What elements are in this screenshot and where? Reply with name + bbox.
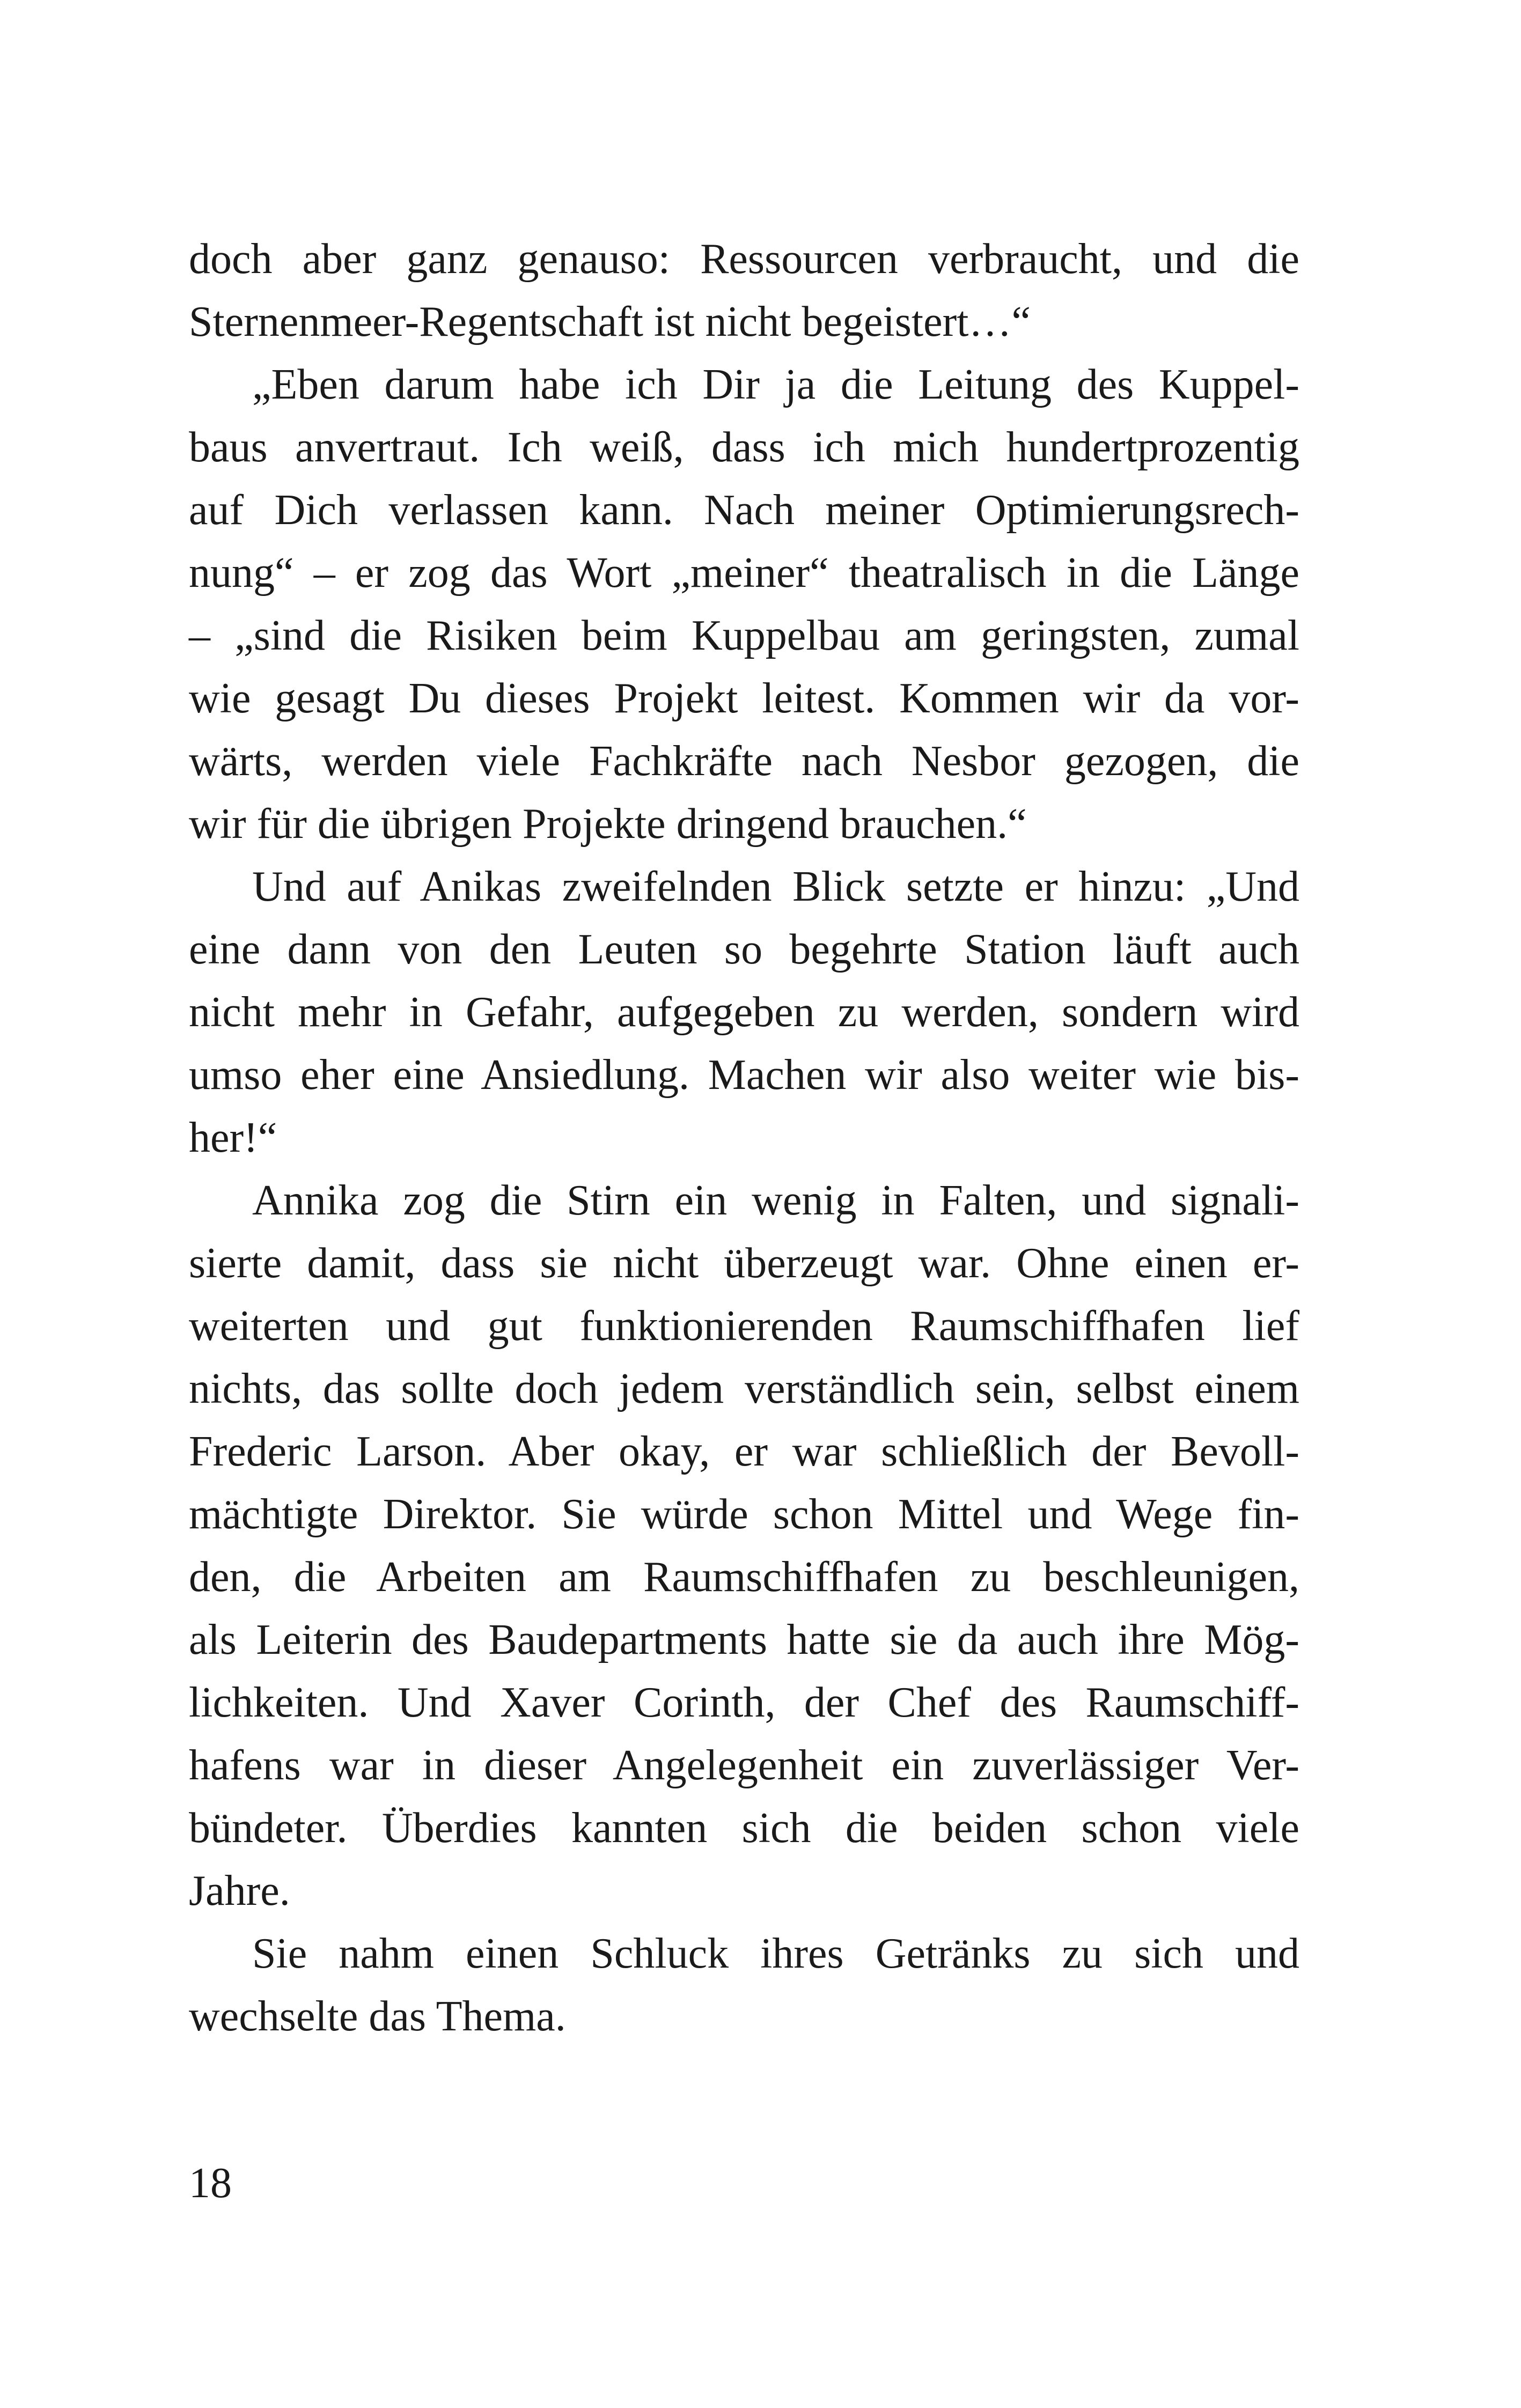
text-line: Annika zog die Stirn ein wenig in Falten, und signali- — [252, 1177, 1299, 1224]
text-line: doch aber ganz genauso: Ressourcen verbraucht, und die — [189, 235, 1299, 283]
text-line: wärts, werden viele Fachkräfte nach Nesbor gezogen, die — [189, 738, 1299, 785]
text-line: Jahre. — [189, 1867, 290, 1914]
text-line: wir für die übrigen Projekte dringend brauchen.“ — [189, 800, 1027, 848]
text-line: Sternenmeer-Regentschaft ist nicht begeistert…“ — [189, 298, 1031, 345]
text-line: mächtigte Direktor. Sie würde schon Mittel und Wege fin- — [189, 1491, 1299, 1538]
text-line: wie gesagt Du dieses Projekt leitest. Kommen wir da vor- — [189, 675, 1299, 722]
text-line: nung“ – er zog das Wort „meiner“ theatralisch in die Länge — [189, 549, 1299, 597]
text-line: umso eher eine Ansiedlung. Machen wir also weiter wie bis- — [189, 1051, 1299, 1099]
text-line: baus anvertraut. Ich weiß, dass ich mich hundertprozentig — [189, 424, 1299, 471]
text-line: eine dann von den Leuten so begehrte Station läuft auch — [189, 926, 1299, 973]
text-line: nichts, das sollte doch jedem verständlich sein, selbst einem — [189, 1365, 1299, 1412]
text-line: weiterten und gut funktionierenden Raumschiffhafen lief — [189, 1302, 1299, 1350]
text-line: hafens war in dieser Angelegenheit ein zuverlässiger Ver- — [189, 1742, 1299, 1789]
text-line: wechselte das Thema. — [189, 1993, 566, 2040]
text-line: – „sind die Risiken beim Kuppelbau am geringsten, zumal — [189, 612, 1299, 659]
text-line: Frederic Larson. Aber okay, er war schließlich der Bevoll- — [189, 1428, 1299, 1475]
text-line: Sie nahm einen Schluck ihres Getränks zu sich und — [252, 1930, 1299, 1977]
text-line: bündeter. Überdies kannten sich die beiden schon viele — [189, 1805, 1299, 1852]
body-text — [189, 228, 1299, 2048]
text-line: nicht mehr in Gefahr, aufgegeben zu werden, sondern wird — [189, 989, 1299, 1036]
text-line: als Leiterin des Baudepartments hatte sie da auch ihre Mög- — [189, 1616, 1299, 1663]
text-line: auf Dich verlassen kann. Nach meiner Optimierungsrech- — [189, 487, 1299, 534]
text-line: den, die Arbeiten am Raumschiffhafen zu beschleunigen, — [189, 1553, 1299, 1601]
text-line: Und auf Anikas zweifelnden Blick setzte er hinzu: „Und — [252, 863, 1299, 910]
page-number: 18 — [189, 2160, 232, 2207]
text-line: lichkeiten. Und Xaver Corinth, der Chef des Raumschiff- — [189, 1679, 1299, 1726]
text-line: „Eben darum habe ich Dir ja die Leitung des Kuppel- — [252, 361, 1299, 408]
text-line: sierte damit, dass sie nicht überzeugt war. Ohne einen er- — [189, 1240, 1299, 1287]
text-line: her!“ — [189, 1114, 277, 1161]
